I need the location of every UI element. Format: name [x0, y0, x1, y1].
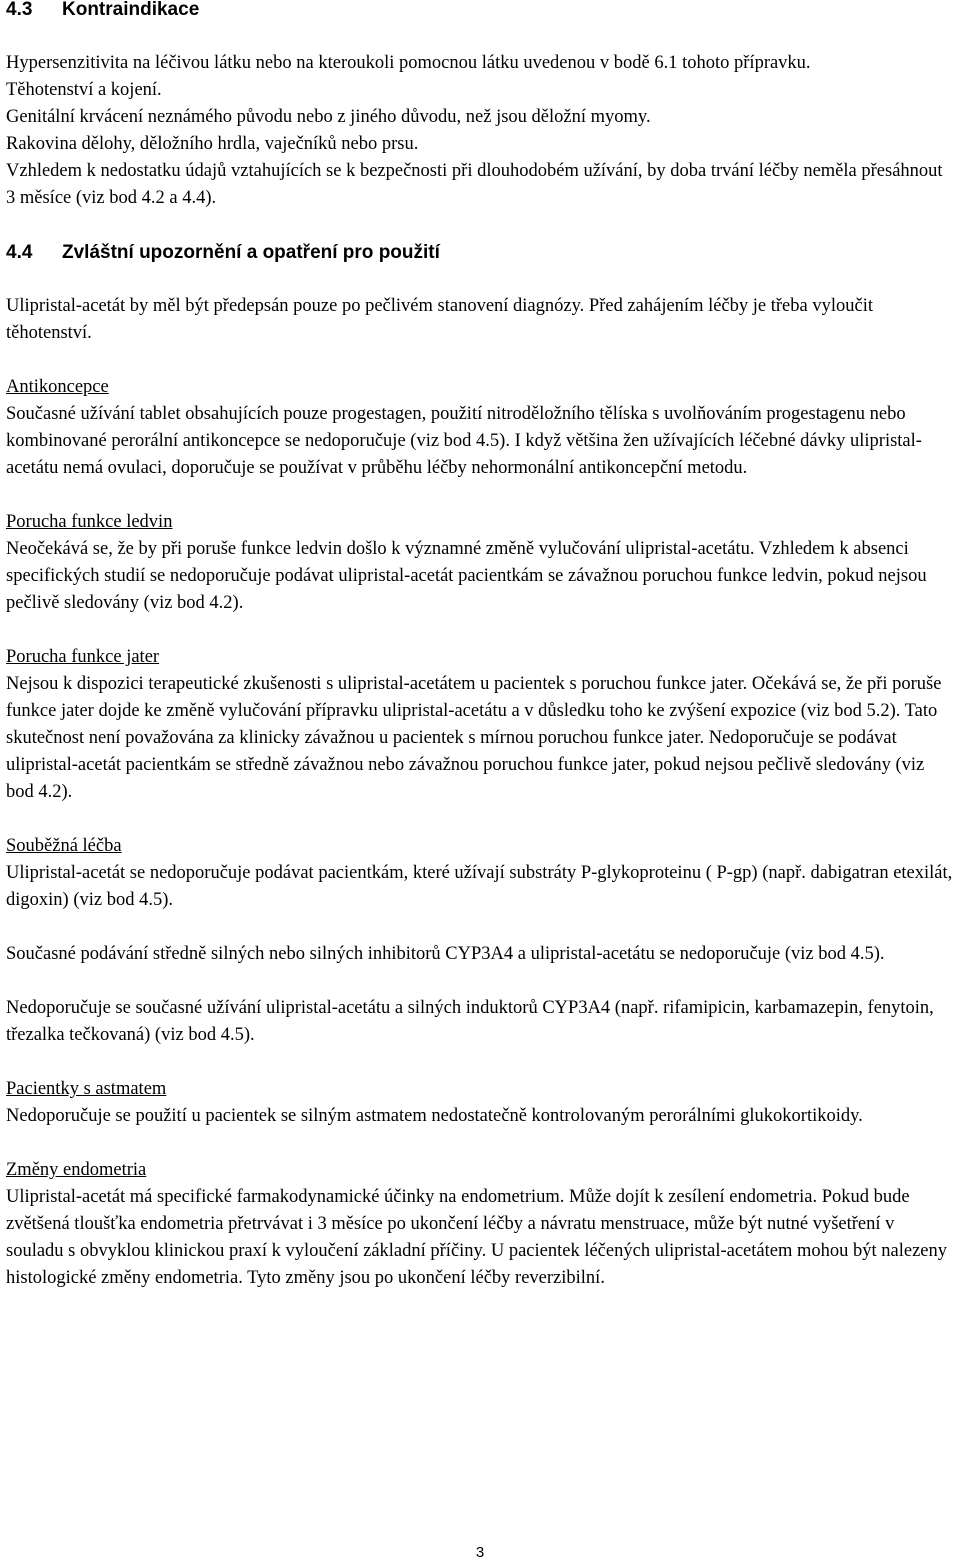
contraindication-item: Rakovina dělohy, děložního hrdla, vaječníků nebo prsu.: [6, 134, 419, 154]
subheading-porucha-funkce-ledvin: Porucha funkce ledvin: [6, 512, 173, 532]
subheading-soubezna-lecba: Souběžná léčba: [6, 836, 122, 856]
paragraph: Nedoporučuje se použití u pacientek se silným astmatem nedostatečně kontrolovaným perorálními glukokortikoidy.: [6, 1106, 863, 1126]
spacer: [6, 617, 954, 644]
contraindication-item: Vzhledem k nedostatku údajů vztahujících se k bezpečnosti při dlouhodobém užívání, by doba trvání léčby neměla přesáhnout 3 měsíce (viz bod 4.2 a 4.4).: [6, 161, 943, 208]
section-title: Zvláštní upozornění a opatření pro použití: [62, 242, 440, 263]
contraindication-item: Hypersenzitivita na léčivou látku nebo na kteroukoli pomocnou látku uvedenou v bodě 6.1 tohoto přípravku.: [6, 53, 811, 73]
paragraph: Nejsou k dispozici terapeutické zkušenosti s ulipristal-acetátem u pacientek s poruchou funkce jater. Očekává se, že při poruše funkce jater dojde ke změně vylučování přípravku ulipristal-acetátu a v důsledku toho ke zvýšení expozice (viz bod 5.2). Tato skutečnost není považována za klinicky závažnou u pacientek s mírnou poruchou funkce jater. Nedoporučuje se podávat ulipristal-acetát pacientkám se středně závažnou nebo závažnou poruchou funkce jater, pokud nejsou pečlivě sledovány (viz bod 4.2).: [6, 674, 942, 802]
spacer: [6, 482, 954, 509]
subheading-porucha-funkce-jater: Porucha funkce jater: [6, 647, 160, 667]
spacer: [6, 1130, 954, 1157]
spacer: [6, 806, 954, 833]
spacer: [6, 968, 954, 995]
subheading-pacientky-s-astmatem: Pacientky s astmatem: [6, 1079, 167, 1099]
section-heading-4-4: [6, 239, 954, 266]
paragraph: Současné užívání tablet obsahujících pouze progestagen, použití nitroděložního tělíska s uvolňováním progestagenu nebo kombinované perorální antikoncepce se nedoporučuje (viz bod 4.5). I když většina žen užívajících léčebné dávky ulipristal-acetátu nemá ovulaci, doporučuje se používat v průběhu léčby nehormonální antikoncepční metodu.: [6, 404, 922, 478]
contraindication-item: Těhotenství a kojení.: [6, 80, 162, 100]
contraindications-list: [6, 50, 954, 212]
spacer: [6, 23, 954, 50]
spacer: [6, 347, 954, 374]
spacer: [6, 266, 954, 293]
contraindication-item: Genitální krvácení neznámého původu nebo z jiného důvodu, než jsou děložní myomy.: [6, 107, 651, 127]
paragraph: Ulipristal-acetát má specifické farmakodynamické účinky na endometrium. Může dojít k zesílení endometria. Pokud bude zvětšená tloušťka endometria přetrvávat i 3 měsíce po ukončení léčby a návratu menstruace, může být nutné vyšetření v souladu s obvyklou klinickou praxí k vyloučení základní příčiny. U pacientek léčených ulipristal-acetátem mohou být nalezeny histologické změny endometria. Tyto změny jsou po ukončení léčby reverzibilní.: [6, 1187, 947, 1288]
subheading-antikoncepce: Antikoncepce: [6, 377, 109, 397]
subheading-zmeny-endometria: Změny endometria: [6, 1160, 147, 1180]
paragraph: Ulipristal-acetát se nedoporučuje podávat pacientkám, které užívají substráty P-glykoproteinu ( P-gp) (např. dabigatran etexilát, digoxin) (viz bod 4.5).: [6, 863, 953, 910]
paragraph: Neočekává se, že by při poruše funkce ledvin došlo k významné změně vylučování ulipristal-acetátu. Vzhledem k absenci specifických studií se nedoporučuje podávat ulipristal-acetát pacientkám se závažnou poruchou funkce ledvin, pokud nejsou pečlivě sledovány (viz bod 4.2).: [6, 539, 927, 613]
intro-paragraph: Ulipristal-acetát by měl být předepsán pouze po pečlivém stanovení diagnózy. Před zahájením léčby je třeba vyloučit těhotenství.: [6, 296, 873, 343]
section-number: 4.4: [6, 242, 33, 263]
spacer: [6, 1049, 954, 1076]
paragraph: Současné podávání středně silných nebo silných inhibitorů CYP3A4 a ulipristal-acetátu se nedoporučuje (viz bod 4.5).: [6, 944, 885, 964]
spacer: [6, 212, 954, 239]
section-heading-4-3: [6, 0, 954, 23]
section-title: Kontraindikace: [62, 0, 200, 20]
document-page: [6, 0, 954, 1292]
section-number: 4.3: [6, 0, 33, 20]
spacer: [6, 914, 954, 941]
page-number: 3: [475, 1544, 485, 1561]
paragraph: Nedoporučuje se současné užívání ulipristal-acetátu a silných induktorů CYP3A4 (např. rifamipicin, karbamazepin, fenytoin, třezalka tečkovaná) (viz bod 4.5).: [6, 998, 934, 1045]
